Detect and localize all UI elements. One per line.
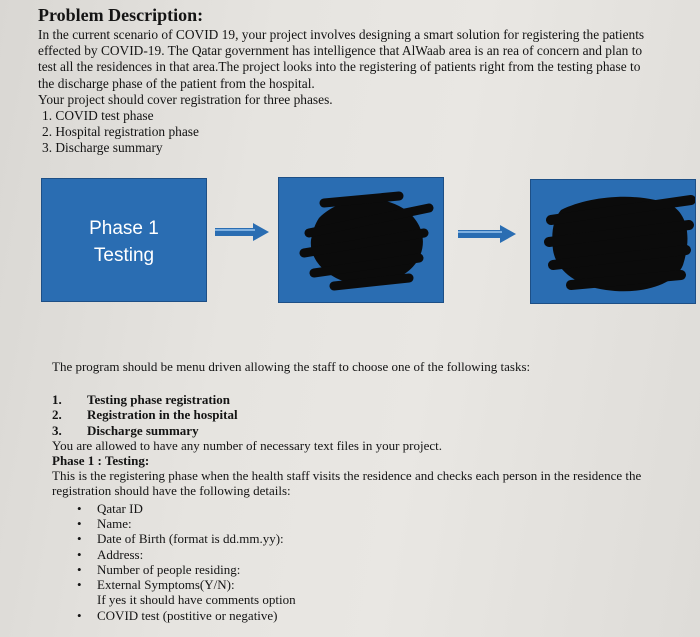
phase-list — [38, 108, 658, 157]
task-label: Discharge summary — [87, 422, 199, 438]
bullet-icon: • — [77, 561, 82, 577]
bullet-icon: • — [77, 607, 82, 623]
task-number: 2. — [52, 407, 62, 423]
menu-lead: The program should be menu driven allowing the staff to choose one of the following tasks: — [52, 359, 531, 374]
bullet-icon: • — [77, 546, 82, 562]
intro-section — [38, 27, 658, 157]
phase1-box — [41, 178, 207, 302]
phase1-sublabel: Testing — [93, 245, 155, 266]
cover-statement: Your project should cover registration for three phases. — [38, 91, 333, 107]
detail-label: Qatar ID — [97, 500, 143, 516]
detail-item — [52, 547, 652, 562]
phase1-label: Phase 1 — [89, 218, 159, 239]
detail-item — [52, 608, 652, 623]
phase3-box — [530, 179, 696, 304]
bullet-icon: • — [77, 515, 82, 531]
detail-label: External Symptoms(Y/N): — [97, 577, 235, 593]
bullet-icon: • — [77, 531, 82, 547]
problem-description-title: Problem Description: — [38, 5, 204, 25]
task-label: Registration in the hospital — [87, 407, 238, 423]
task-number: 3. — [52, 422, 62, 438]
redaction-scribble — [279, 178, 443, 302]
detail-label: Address: — [97, 546, 144, 562]
detail-item — [52, 562, 652, 577]
phase-list-item: 2. Hospital registration phase — [42, 124, 199, 140]
detail-label: Name: — [97, 515, 132, 531]
phase2-box — [278, 177, 444, 303]
phase-list-item: 3. Discharge summary — [42, 140, 163, 156]
task-item — [52, 392, 652, 407]
phase-list-item: 1. COVID test phase — [42, 108, 154, 124]
phase1-heading: Phase 1 : Testing: — [52, 453, 150, 469]
intro-paragraph: In the current scenario of COVID 19, your project involves designing a smart solution for registering the patients effected by COVID-19. The Qatar government has intelligence that AlWaab area is an rea of concern and plan to test all the residences in that area.The project looks into the registering of patients right from the testing phase to the discharge phase of the patient from the hospital. — [38, 27, 645, 91]
task-number: 1. — [52, 392, 62, 408]
phase1-description: This is the registering phase when the health staff visits the residence and checks each person in the residence the registration should have the following details: — [52, 468, 642, 499]
task-item — [52, 423, 652, 438]
files-note: You are allowed to have any number of necessary text files in your project. — [52, 437, 443, 453]
right-arrow-icon — [456, 224, 520, 244]
symptoms-sub-note: If yes it should have comments option — [97, 592, 296, 608]
detail-label: COVID test (postitive or negative) — [97, 607, 278, 623]
bullet-icon: • — [77, 577, 82, 593]
right-arrow-icon — [213, 222, 273, 242]
bullet-icon: • — [77, 500, 82, 516]
task-item — [52, 407, 652, 422]
detail-label: Date of Birth (format is dd.mm.yy): — [97, 531, 284, 547]
registration-details-list — [52, 501, 652, 623]
redaction-scribble — [531, 180, 695, 303]
requirements-section — [52, 359, 652, 623]
detail-item — [52, 531, 652, 546]
detail-item — [52, 577, 652, 608]
task-label: Testing phase registration — [87, 392, 231, 408]
detail-item — [52, 516, 652, 531]
phase1-box-text — [42, 215, 206, 269]
detail-label: Number of people residing: — [97, 561, 241, 577]
detail-item — [52, 501, 652, 516]
